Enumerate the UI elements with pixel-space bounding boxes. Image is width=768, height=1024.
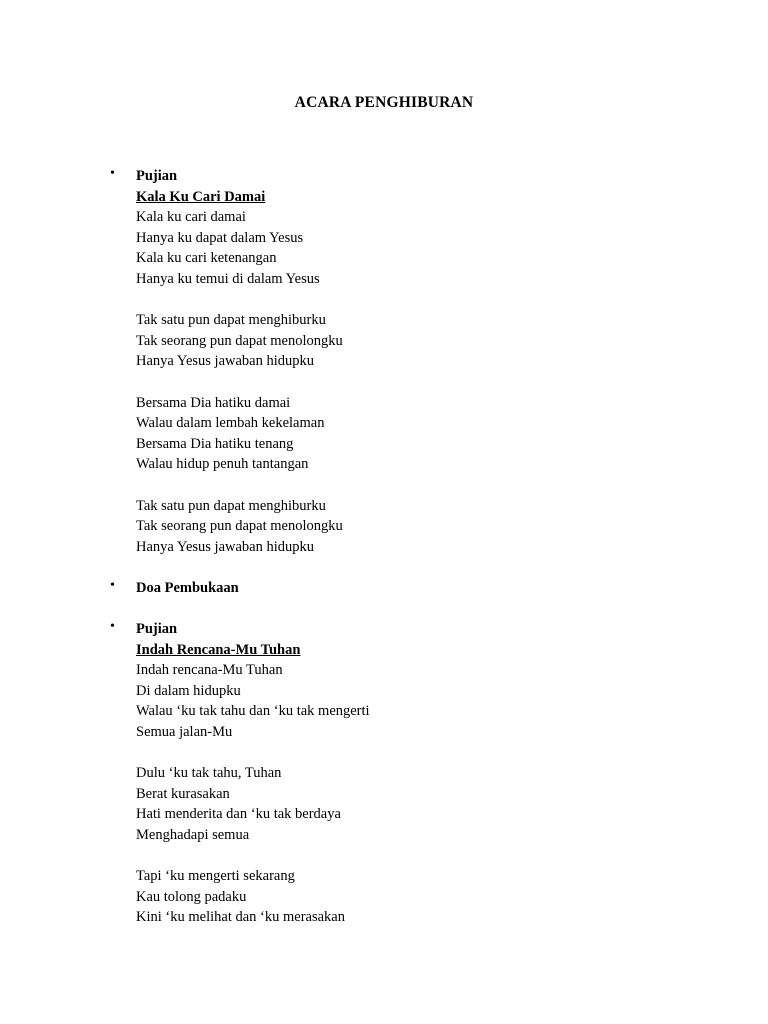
lyric-line: Walau dalam lembah kekelaman	[136, 415, 325, 432]
lyric-line: Walau ‘ku tak tahu dan ‘ku tak mengerti	[136, 703, 370, 720]
lyric-line: Tak seorang pun dapat menolongku	[136, 518, 343, 535]
lyric-line: Berat kurasakan	[136, 785, 230, 802]
lyric-line: Tapi ‘ku mengerti sekarang	[136, 868, 295, 885]
lyric-line: Hanya ku temui di dalam Yesus	[136, 270, 320, 287]
stanza	[136, 393, 726, 475]
bullet-icon: •	[110, 166, 115, 181]
section-content	[136, 166, 726, 557]
lyric-line: Tak satu pun dapat menghiburku	[136, 497, 326, 514]
section-heading: Pujian	[136, 621, 178, 637]
lyric-line: Di dalam hidupku	[136, 682, 241, 699]
lyric-line: Hanya Yesus jawaban hidupku	[136, 353, 315, 370]
lyric-line: Hanya ku dapat dalam Yesus	[136, 229, 304, 246]
song-title: Indah Rencana-Mu Tuhan	[136, 641, 301, 658]
lyric-line: Walau hidup penuh tantangan	[136, 456, 309, 473]
stanza	[136, 866, 726, 928]
lyric-line: Tak satu pun dapat menghiburku	[136, 312, 326, 329]
lyric-line: Hanya Yesus jawaban hidupku	[136, 538, 315, 555]
lyric-line: Kini ‘ku melihat dan ‘ku merasakan	[136, 909, 345, 926]
lyric-line: Indah rencana-Mu Tuhan	[136, 662, 283, 679]
lyric-line: Kala ku cari ketenangan	[136, 250, 277, 267]
lyric-line: Bersama Dia hatiku damai	[136, 394, 291, 411]
lyric-line: Tak seorang pun dapat menolongku	[136, 332, 343, 349]
lyric-line: Kau tolong padaku	[136, 888, 247, 905]
section-heading: Doa Pembukaan	[136, 580, 239, 596]
song-title: Kala Ku Cari Damai	[136, 188, 266, 205]
stanza	[136, 763, 726, 845]
stanza	[136, 310, 726, 372]
section-content	[136, 619, 726, 928]
section-heading: Pujian	[136, 168, 178, 184]
lyric-line: Semua jalan-Mu	[136, 723, 233, 740]
lyric-line: Dulu ‘ku tak tahu, Tuhan	[136, 765, 282, 782]
stanza	[136, 660, 726, 742]
lyric-line: Menghadapi semua	[136, 826, 250, 843]
bullet-icon: •	[110, 578, 115, 593]
stanza	[136, 207, 726, 289]
section-content	[136, 578, 726, 599]
lyric-line: Hati menderita dan ‘ku tak berdaya	[136, 806, 341, 823]
stanza	[136, 496, 726, 558]
lyric-line: Kala ku cari damai	[136, 209, 246, 226]
document-title: ACARA PENGHIBURAN	[294, 94, 474, 111]
lyric-line: Bersama Dia hatiku tenang	[136, 435, 294, 452]
bullet-icon: •	[110, 619, 115, 634]
